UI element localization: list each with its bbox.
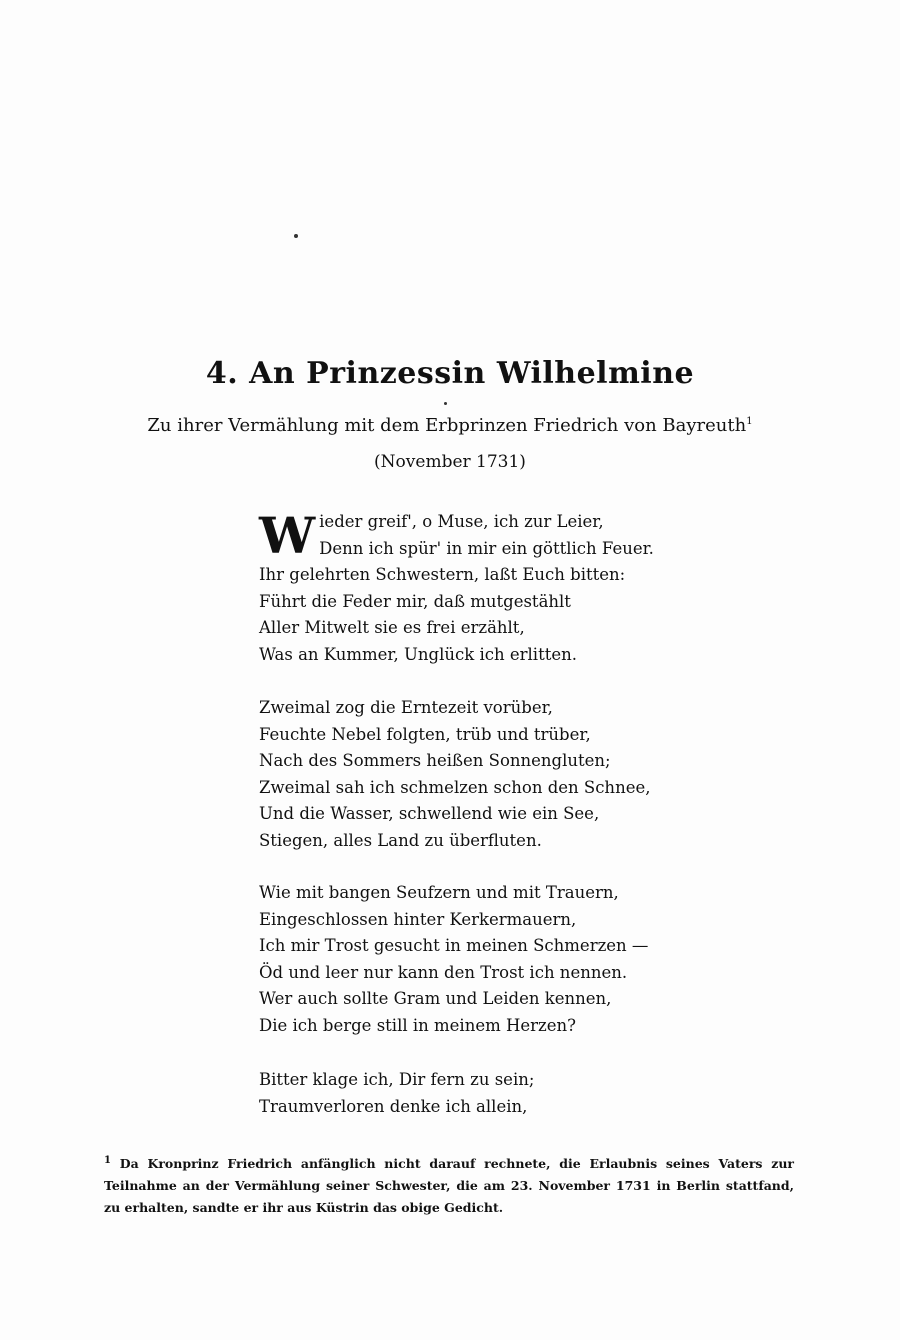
verse-line: Stiegen, alles Land zu überfluten. xyxy=(259,830,542,850)
footnote-reference: 1 xyxy=(746,416,753,427)
verse-line: Ihr gelehrten Schwestern, laßt Euch bitten: xyxy=(259,565,626,584)
stanza-1 xyxy=(259,506,679,668)
footnote xyxy=(104,1150,794,1219)
subtitle-text: Zu ihrer Vermählung mit dem Erbprinzen Friedrich von Bayreuth xyxy=(147,415,747,436)
stanza-4 xyxy=(259,1067,679,1120)
verse-line: Die ich berge still in meinem Herzen? xyxy=(259,1015,576,1035)
verse-line: Eingeschlossen hinter Kerkermauern, xyxy=(259,909,577,929)
stanza-2 xyxy=(259,695,679,854)
verse-line: Aller Mitwelt sie es frei erzählt, xyxy=(259,618,525,637)
footnote-marker: 1 xyxy=(104,1155,111,1166)
verse-line: Und die Wasser, schwellend wie ein See, xyxy=(259,804,600,823)
verse-line: Denn ich spür' in mir ein göttlich Feuer. xyxy=(319,538,654,558)
verse-line: Wer auch sollte Gram und Leiden kennen, xyxy=(259,989,612,1008)
verse-line: Was an Kummer, Unglück ich erlitten. xyxy=(259,644,577,664)
poem-subtitle xyxy=(0,415,900,436)
verse-line: Zweimal zog die Erntezeit vorüber, xyxy=(259,698,553,717)
poem-date: (November 1731) xyxy=(374,452,526,472)
drop-cap: W xyxy=(259,506,316,565)
verse-line: Zweimal sah ich schmelzen schon den Schnee, xyxy=(259,777,651,797)
ink-speck xyxy=(294,234,298,238)
verse-line: Öd und leer nur kann den Trost ich nennen. xyxy=(259,962,628,982)
verse-line: Führt die Feder mir, daß mutgestählt xyxy=(259,591,571,611)
verse-line: Nach des Sommers heißen Sonnengluten; xyxy=(259,751,611,770)
verse-line: ieder greif', o Muse, ich zur Leier, xyxy=(319,512,604,531)
poem-title: 4. An Prinzessin Wilhelmine xyxy=(205,356,695,391)
ink-speck xyxy=(444,402,447,405)
footnote-text: Da Kronprinz Friedrich anfänglich nicht darauf rechnete, die Erlaubnis seines Vaters zur Teilnahme an der Vermählung seiner Schwester, die am 23. November 1731 in Berlin stattfand, zu erhalten, sandte er ihr aus Küstrin das obige Gedicht. xyxy=(104,1156,795,1216)
verse-line: Traumverloren denke ich allein, xyxy=(259,1096,528,1116)
stanza-3 xyxy=(259,880,679,1039)
verse-line: Wie mit bangen Seufzern und mit Trauern, xyxy=(259,883,619,902)
verse-line: Bitter klage ich, Dir fern zu sein; xyxy=(259,1070,535,1089)
verse-line: Ich mir Trost gesucht in meinen Schmerzen — xyxy=(259,936,649,955)
verse-line: Feuchte Nebel folgten, trüb und trüber, xyxy=(259,724,591,744)
